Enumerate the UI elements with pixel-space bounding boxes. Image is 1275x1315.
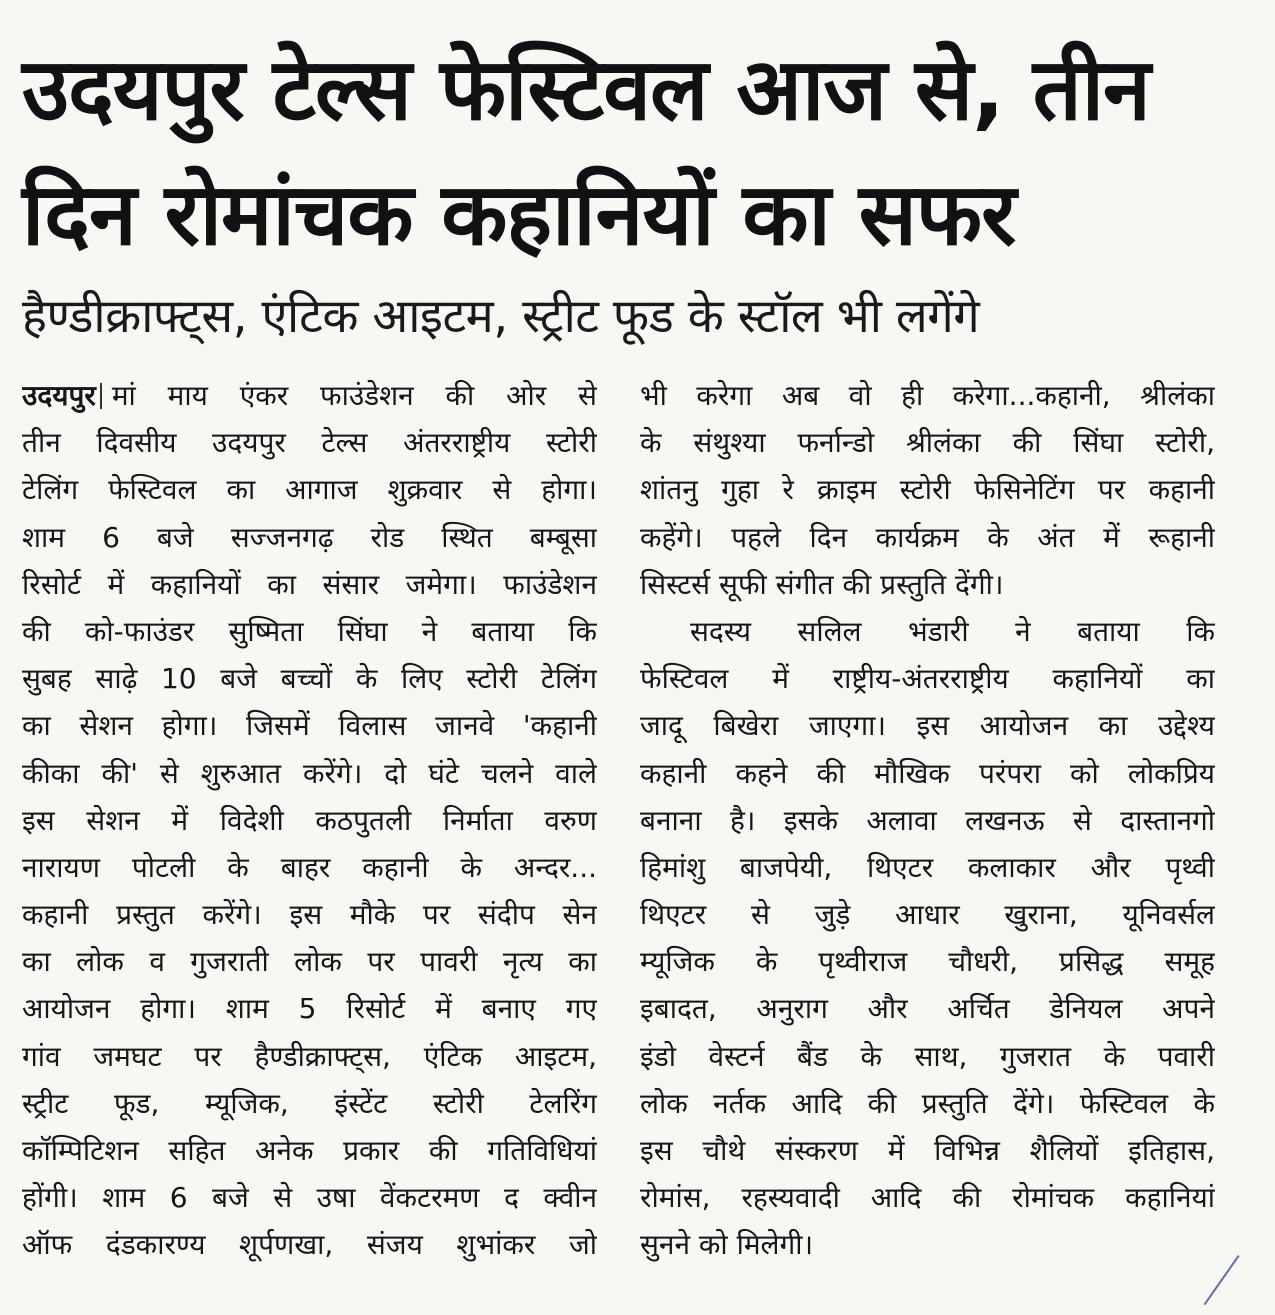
body-line: की को-फाउंडर सुष्मिता सिंघा ने बताया कि — [22, 614, 597, 648]
body-line: सुबह साढ़े 10 बजे बच्चों के लिए स्टोरी टेलिंग — [22, 662, 597, 696]
body-line: का लोक व गुजराती लोक पर पावरी नृत्य का — [22, 945, 597, 979]
body-line: रोमांस, रहस्यवादी आदि की रोमांचक कहानियां — [640, 1181, 1215, 1215]
subheadline: हैण्डीक्राफ्ट्स, एंटिक आइटम, स्ट्रीट फूड के स्टॉल भी लगेंगे — [22, 289, 980, 344]
body-line: कहेंगे। पहले दिन कार्यक्रम के अंत में रूहानी — [640, 520, 1215, 554]
body-line: थिएटर से जुड़े आधार खुराना, यूनिवर्सल — [640, 898, 1215, 932]
body-line: शांतनु गुहा रे क्राइम स्टोरी फेसिनेटिंग पर कहानी — [640, 473, 1215, 507]
body-line: रिसोर्ट में कहानियों का संसार जमेगा। फाउंडेशन — [22, 567, 597, 601]
dateline: उदयपुर — [22, 379, 96, 412]
body-line: स्ट्रीट फूड, म्यूजिक, इंस्टेंट स्टोरी टेलरिंग — [22, 1086, 597, 1120]
body-line: सिस्टर्स सूफी संगीत की प्रस्तुति देंगी। — [640, 567, 1004, 601]
body-line: कीका की' से शुरुआत करेंगे। दो घंटे चलने वाले — [22, 756, 597, 790]
body-line: कहानी कहने की मौखिक परंपरा को लोकप्रिय — [640, 756, 1215, 790]
body-line: इबादत, अनुराग और अर्चित डेनियल अपने — [640, 992, 1215, 1026]
body-line: हिमांशु बाजपेयी, थिएटर कलाकार और पृथ्वी — [640, 850, 1215, 884]
dateline-divider — [100, 383, 102, 409]
body-line: म्यूजिक के पृथ्वीराज चौधरी, प्रसिद्ध समूह — [640, 945, 1215, 979]
body-line: टेलिंग फेस्टिवल का आगाज शुक्रवार से होगा। — [22, 473, 597, 507]
body-line: सदस्य सलिल भंडारी ने बताया कि — [690, 614, 1215, 648]
body-line: इस चौथे संस्करण में विभिन्न शैलियों इतिहास, — [640, 1134, 1215, 1167]
body-line: बनाना है। इसके अलावा लखनऊ से दास्तानगो — [640, 803, 1215, 837]
body-line: के संथुश्या फर्नान्डो श्रीलंका की सिंघा स्टोरी, — [640, 426, 1215, 460]
body-line: का सेशन होगा। जिसमें विलास जानवे 'कहानी — [22, 709, 597, 743]
body-line: ऑफ दंडकारण्य शूर्पणखा, संजय शुभांकर जो — [22, 1228, 597, 1262]
body-line: शाम 6 बजे सज्जनगढ़ रोड स्थित बम्बूसा — [22, 520, 597, 554]
body-line-text: मां माय एंकर फाउंडेशन की ओर से — [111, 379, 597, 412]
headline-line-1: उदयपुर टेल्स फेस्टिवल आज से, तीन — [22, 40, 1150, 140]
headline-line-2: दिन रोमांचक कहानियों का सफर — [22, 165, 1016, 265]
body-line: तीन दिवसीय उदयपुर टेल्स अंतरराष्ट्रीय स्टोरी — [22, 426, 597, 460]
body-line: कॉम्पिटिशन सहित अनेक प्रकार की गतिविधियां — [22, 1134, 597, 1167]
article-column-left — [22, 372, 597, 1269]
body-line: आयोजन होगा। शाम 5 रिसोर्ट में बनाए गए — [22, 992, 597, 1026]
body-line: भी करेगा अब वो ही करेगा...कहानी, श्रीलंका — [640, 379, 1215, 412]
body-line: इस सेशन में विदेशी कठपुतली निर्माता वरुण — [22, 803, 597, 837]
body-line: लोक नर्तक आदि की प्रस्तुति देंगे। फेस्टिवल के — [640, 1086, 1215, 1120]
body-line: होंगी। शाम 6 बजे से उषा वेंकटरमण द क्वीन — [22, 1181, 597, 1215]
body-line: इंडो वेस्टर्न बैंड के साथ, गुजरात के पवारी — [640, 1039, 1215, 1073]
body-line: जादू बिखेरा जाएगा। इस आयोजन का उद्देश्य — [640, 709, 1215, 743]
body-line: नारायण पोटली के बाहर कहानी के अन्दर... — [22, 850, 597, 884]
body-line — [22, 372, 597, 419]
article-column-right — [640, 372, 1215, 1269]
body-line: फेस्टिवल में राष्ट्रीय-अंतरराष्ट्रीय कहानियों का — [640, 662, 1215, 696]
body-line: गांव जमघट पर हैण्डीक्राफ्ट्स, एंटिक आइटम, — [22, 1039, 597, 1073]
body-line: सुनने को मिलेगी। — [640, 1228, 814, 1262]
body-line: कहानी प्रस्तुत करेंगे। इस मौके पर संदीप सेन — [22, 898, 597, 932]
headline — [22, 28, 1252, 278]
